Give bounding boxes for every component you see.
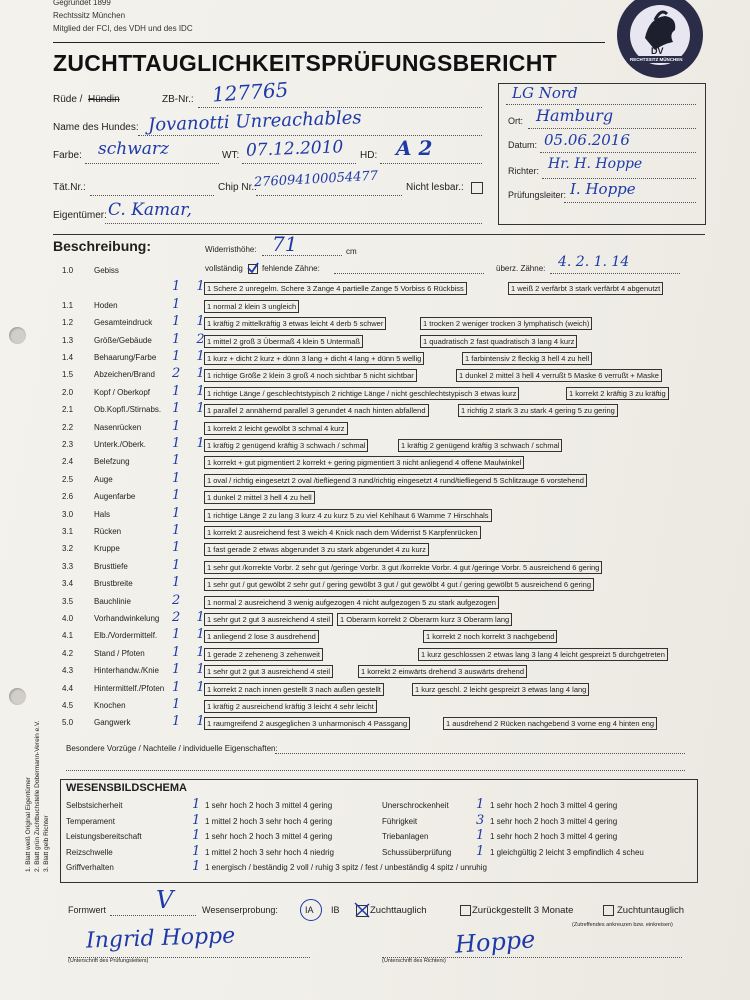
row-mark: 1 1 [172, 436, 211, 451]
row-number: 4.1 [62, 631, 74, 640]
row-label: Gebiss [94, 266, 119, 275]
wesen-options[interactable]: 1 sehr hoch 2 hoch 3 mittel 4 gering [490, 801, 618, 810]
club-logo [615, 0, 705, 80]
wesen-label: Triebanlagen [382, 832, 429, 841]
row-number: 4.4 [62, 684, 74, 693]
row-label: Gesamteindruck [94, 318, 153, 327]
option-box[interactable]: 1 kurz geschlossen 2 etwas lang 3 lang 4 leicht gespreizt 5 durchgetreten [418, 648, 668, 661]
option-box[interactable]: 1 dunkel 2 mittel 3 hell 4 verrußt 5 Maske 6 verrußt + Maske [456, 369, 662, 382]
ia-label: IA [305, 905, 314, 915]
chip-value: 276094100054477 [253, 168, 379, 191]
option-box[interactable]: 1 Oberarm korrekt 2 Oberarm kurz 3 Oberarm lang [337, 613, 512, 626]
option-box[interactable]: 1 kräftig 2 genügend kräftig 3 schwach / schmal [398, 439, 562, 452]
wesen-mark: 1 [476, 843, 485, 859]
row-number: 3.2 [62, 544, 74, 553]
zurueck-checkbox[interactable] [460, 905, 471, 916]
membership-text: Mitglied der FCI, des VDH und des IDC [53, 24, 193, 33]
row-label: Größe/Gebäude [94, 336, 152, 345]
row-label: Hals [94, 510, 111, 519]
option-box[interactable]: 1 ausdrehend 2 Rücken nachgebend 3 vorne eng 4 hinten eng [443, 717, 657, 730]
logo-ribbon-text: RECHTSSITZ MÜNCHEN [627, 56, 686, 63]
row-label: Belefzung [94, 457, 130, 466]
option-box[interactable]: 1 oval / richtig eingesetzt 2 oval /tiefliegend 3 rund/richtig eingesetzt 4 rund/tiefliegend 5 Schlitzauge 6 vorstehend [204, 474, 587, 487]
row-mark: 2 [172, 593, 187, 608]
logo-dv-text: DV [651, 46, 664, 56]
wesen-options[interactable]: 1 energisch / beständig 2 voll / ruhig 3 spitz / fest / unbeständig 4 spitz / unruhig [205, 863, 487, 872]
row-label: Auge [94, 475, 113, 484]
row-mark: 1 [172, 453, 187, 468]
row-number: 4.2 [62, 649, 74, 658]
farbe-value: schwarz [98, 139, 169, 159]
wesen-label: Führigkeit [382, 816, 418, 826]
option-box[interactable]: 1 sehr gut 2 gut 3 ausreichend 4 steil [204, 613, 333, 626]
row-number: 4.0 [62, 614, 74, 623]
sig-left-caption: (Unterschrift des Prüfungsleiters) [68, 958, 149, 964]
row-number: 3.1 [62, 527, 74, 536]
option-box[interactable]: 1 normal 2 klein 3 ungleich [204, 300, 299, 313]
wesen-options[interactable]: 1 gleichgültig 2 leicht 3 empfindlich 4 scheu [490, 847, 644, 857]
row-mark: 1 1 [172, 384, 211, 399]
row-label: Gangwerk [94, 718, 131, 727]
rude-label: Rüde / [53, 94, 83, 105]
row-label: Brusttiefe [94, 562, 128, 571]
wesen-mark: 1 [476, 828, 485, 843]
wesen-options[interactable]: 1 mittel 2 hoch 3 sehr hoch 4 niedrig [205, 847, 334, 857]
punch-hole [9, 688, 26, 705]
wesen-label: Selbstsicherheit [66, 801, 123, 810]
nicht-lesbar-label: Nicht lesbar.: [406, 182, 464, 193]
wesen-options[interactable]: 1 mittel 2 hoch 3 sehr hoch 4 gering [205, 816, 333, 826]
pruefungsleiter-line [564, 202, 696, 203]
datum-line [540, 152, 696, 153]
option-box[interactable]: 1 korrekt 2 kräftig 3 zu kräftig [566, 387, 669, 400]
option-box[interactable]: 1 richtige Länge 2 zu lang 3 kurz 4 zu kurz 5 zu viel Kehlhaut 6 Wamme 7 Hirschhals [204, 509, 492, 522]
row-mark: 1 [172, 523, 187, 538]
dog-name-value: Jovanotti Unreachables [147, 107, 362, 136]
section-rule [53, 234, 705, 235]
tat-line [90, 195, 214, 196]
option-box[interactable]: 1 korrekt + gut pigmentiert 2 korrekt + gering pigmentiert 3 nicht anliegend 4 offene Maulwinkel [204, 456, 524, 469]
row-label: Augenfarbe [94, 492, 136, 501]
row-number: 3.4 [62, 579, 74, 588]
ort-line [528, 128, 696, 129]
row-label: Rücken [94, 527, 122, 536]
row-mark: 1 1 [172, 401, 211, 416]
richter-line [542, 178, 696, 179]
row-number: 2.2 [62, 423, 74, 432]
row-number: 2.5 [62, 475, 74, 484]
side-text-2: 2. Blatt grün Zuchtbuchstelle Dobermann-Verein e.V. [34, 720, 41, 872]
option-box[interactable]: 1 raumgreifend 2 ausgeglichen 3 unharmonisch 4 Passgang [204, 717, 410, 730]
hd-line [380, 163, 482, 164]
row-mark: 1 1 [172, 279, 211, 294]
fehlende-zaehne-label: fehlende Zähne: [262, 264, 320, 273]
option-box[interactable]: 1 parallel 2 annähernd parallel 3 gerundet 4 nach hinten abfallend [204, 404, 429, 417]
datum-value: 05.06.2016 [544, 131, 630, 149]
gebiss-vollstaendig-label: vollständig [205, 264, 243, 273]
pruefungsleiter-value: I. Hoppe [570, 180, 636, 198]
zb-label: ZB-Nr.: [162, 94, 194, 105]
lg-value: LG Nord [512, 84, 578, 102]
row-mark: 1 [172, 697, 187, 712]
owner-label: Eigentümer: [53, 210, 107, 221]
option-box[interactable]: 1 trocken 2 weniger trocken 3 lymphatisch (weich) [420, 317, 592, 330]
row-label: Hintermittelf./Pfoten [94, 684, 165, 693]
wesen-options[interactable]: 1 sehr hoch 2 hoch 3 mittel 4 gering [490, 816, 618, 826]
option-box[interactable]: 1 sehr gut / gut gewölbt 2 sehr gut / gering gewölbt 3 gut / gut gewölbt 4 gut / gering gewölbt 5 ausreichend 6 gering [204, 578, 594, 591]
option-box[interactable]: 1 kräftig 2 mittelkräftig 3 etwas leicht 4 derb 5 schwer [204, 317, 386, 330]
row-label: Ob.Kopfl./Stirnabs. [94, 405, 162, 414]
wesen-mark: 1 [192, 828, 201, 843]
option-box[interactable]: 1 korrekt 2 ausreichend fest 3 weich 4 Knick nach dem Widerrist 5 Karpfenrücken [204, 526, 481, 539]
option-box[interactable]: 1 korrekt 2 nach innen gestellt 3 nach außen gestellt [204, 683, 384, 696]
cross-icon [354, 902, 370, 918]
row-label: Abzeichen/Brand [94, 370, 155, 379]
besondere-line [275, 753, 685, 754]
zb-value: 127765 [211, 77, 290, 107]
formwert-value: V [156, 886, 174, 914]
page-title: ZUCHTTAUGLICHKEITSPRÜFUNGSBERICHT [53, 50, 557, 76]
owner-value: C. Kamar, [108, 200, 192, 220]
row-label: Vorhandwinkelung [94, 614, 160, 623]
wt-line [242, 163, 356, 164]
wesen-options[interactable]: 1 sehr hoch 2 hoch 3 mittel 4 gering [205, 832, 333, 841]
row-mark: 1 [172, 558, 187, 573]
widerrist-value: 71 [272, 232, 298, 256]
row-label: Knochen [94, 701, 126, 710]
wt-label: WT: [222, 150, 240, 161]
option-box[interactable]: 1 farbintensiv 2 fleckig 3 hell 4 zu hell [462, 352, 592, 365]
zuchttauglich-label: Zuchttauglich [370, 905, 427, 916]
option-box[interactable]: 1 richtige Länge / geschlechtstypisch 2 richtige Länge / nicht geschlechtstypisch 3 etwas kurz [204, 387, 519, 400]
wesen-label: Temperament [66, 816, 115, 826]
row-label: Behaarung/Farbe [94, 353, 157, 362]
option-box[interactable]: 1 kurz + dicht 2 kurz + dünn 3 lang + dicht 4 lang + dünn 5 wellig [204, 352, 424, 365]
punch-hole [9, 327, 26, 344]
row-number: 2.3 [62, 440, 74, 449]
row-mark: 1 [172, 488, 187, 503]
farbe-line [85, 163, 219, 164]
row-number: 2.6 [62, 492, 74, 501]
option-box[interactable]: 1 quadratisch 2 fast quadratisch 3 lang 4 kurz [420, 335, 577, 348]
option-box[interactable]: 1 sehr gut 2 gut 3 ausreichend 4 steil [204, 665, 333, 678]
row-number: 3.0 [62, 510, 74, 519]
option-box[interactable]: 1 richtige Größe 2 klein 3 groß 4 noch sichtbar 5 nicht sichtbar [204, 369, 417, 382]
row-mark: 1 [172, 419, 187, 434]
wesen-label: Griffverhalten [66, 863, 114, 872]
widerrist-label: Widerristhöhe: [205, 245, 257, 254]
row-label: Elb./Vordermittelf. [94, 631, 158, 640]
widerrist-unit: cm [346, 247, 357, 256]
row-mark: 1 2 [172, 332, 211, 347]
option-box[interactable]: 1 kräftig 2 genügend kräftig 3 schwach / schmal [204, 439, 368, 452]
wesen-mark: 1 [192, 843, 201, 859]
row-mark: 2 1 [172, 366, 211, 381]
besondere-line-2 [66, 770, 685, 771]
fehlende-line [334, 273, 484, 274]
ueberz-zaehne-label: überz. Zähne: [496, 264, 546, 273]
wt-value: 07.12.2010 [245, 137, 344, 161]
row-label: Bauchlinie [94, 597, 131, 606]
row-number: 4.3 [62, 666, 74, 675]
tat-label: Tät.Nr.: [53, 182, 86, 193]
wesen-options[interactable]: 1 sehr hoch 2 hoch 3 mittel 4 gering [490, 832, 618, 841]
wesen-mark: 1 [192, 859, 201, 874]
row-number: 2.0 [62, 388, 74, 397]
row-mark: 1 1 [172, 627, 211, 642]
hundin-label: Hündin [88, 94, 120, 105]
option-box[interactable]: 1 fast gerade 2 etwas abgerundet 3 zu stark abgerundet 4 zu kurz [204, 543, 429, 556]
founded-text: Gegründet 1899 [53, 0, 111, 7]
wesen-mark: 1 [476, 797, 485, 812]
wesen-label: Schussüberprüfung [382, 847, 452, 857]
wesen-options[interactable]: 1 sehr hoch 2 hoch 3 mittel 4 gering [205, 801, 333, 810]
option-box[interactable]: 1 gerade 2 zeheneng 3 zehenweit [204, 648, 323, 661]
signature-right: Hoppe [454, 925, 537, 959]
wesen-mark: 1 [192, 812, 201, 828]
row-label: Brustbreite [94, 579, 133, 588]
header-rule [53, 42, 605, 43]
option-box[interactable]: 1 dunkel 2 mittel 3 hell 4 zu hell [204, 491, 315, 504]
row-mark: 2 1 [172, 610, 211, 625]
owner-line [105, 223, 482, 224]
row-label: Stand / Pfoten [94, 649, 145, 658]
row-number: 2.4 [62, 457, 74, 466]
lg-line [506, 104, 696, 105]
chip-line [256, 195, 402, 196]
row-mark: 1 [172, 471, 187, 486]
row-number: 1.1 [62, 301, 74, 310]
chip-label: Chip Nr.: [218, 182, 257, 193]
option-box[interactable]: 1 kräftig 2 ausreichend kräftig 3 leicht 4 sehr leicht [204, 700, 377, 713]
row-mark: 1 1 [172, 349, 211, 364]
row-number: 1.2 [62, 318, 74, 327]
row-label: Hoden [94, 301, 118, 310]
pruefungsleiter-label: Prüfungsleiter: [508, 190, 567, 200]
signature-left: Ingrid Hoppe [85, 923, 236, 954]
wesen-label: Leistungsbereitschaft [66, 832, 142, 841]
wesen-label: Unerschrockenheit [382, 801, 449, 810]
wesen-mark: 3 [476, 812, 485, 828]
row-mark: 1 [172, 506, 187, 521]
beschreibung-title: Beschreibung: [53, 238, 152, 254]
checkmark-icon [247, 262, 259, 274]
option-box[interactable]: 1 normal 2 ausreichend 3 wenig aufgezogen 4 nicht aufgezogen 5 zu stark aufgezogen [204, 596, 499, 609]
ib-label: IB [331, 905, 340, 915]
row-number: 1.3 [62, 336, 74, 345]
ueberz-line [550, 273, 680, 274]
farbe-label: Farbe: [53, 150, 82, 161]
row-mark: 1 1 [172, 714, 211, 729]
side-text-1: 1. Blatt weiß Original Eigentümer [25, 776, 32, 872]
row-mark: 1 1 [172, 662, 211, 677]
sig-right-caption: (Unterschrift des Richters) [382, 958, 446, 964]
richter-label: Richter: [508, 166, 540, 176]
zuchttauglich-checkbox[interactable] [356, 905, 368, 917]
ort-value: Hamburg [536, 106, 614, 125]
besondere-label: Besondere Vorzüge / Nachteile / individuelle Eigenschaften: [66, 744, 278, 753]
row-label: Kopf / Oberkopf [94, 388, 151, 397]
wesen-mark: 1 [192, 797, 201, 812]
row-label: Kruppe [94, 544, 120, 553]
vollstaendig-checkbox[interactable] [248, 264, 258, 274]
seat-text: Rechtssitz München [53, 11, 126, 20]
option-box[interactable]: 1 korrekt 2 noch korrekt 3 nachgebend [423, 630, 557, 643]
option-box[interactable]: 1 Schere 2 unregelm. Schere 3 Zange 4 partielle Zange 5 Vorbiss 6 Rückbiss [204, 282, 467, 295]
option-box[interactable]: 1 mittel 2 groß 3 Übermaß 4 klein 5 Untermaß [204, 335, 363, 348]
wesens-label: Wesenserprobung: [202, 905, 278, 915]
zuchtuntauglich-checkbox[interactable] [603, 905, 614, 916]
nicht-lesbar-checkbox[interactable] [471, 182, 483, 194]
row-mark: 1 [172, 297, 187, 312]
row-number: 3.3 [62, 562, 74, 571]
name-label: Name des Hundes: [53, 122, 139, 133]
row-label: Nasenrücken [94, 423, 142, 432]
footer-note: (Zutreffendes ankreuzen bzw. einkreisen) [572, 922, 673, 928]
row-label: Hinterhandw./Knie [94, 666, 159, 675]
side-text-3: 3. Blatt gelb Richter [43, 815, 50, 872]
zurueck-label: Zurückgestellt 3 Monate [472, 905, 574, 916]
row-label: Unterk./Oberk. [94, 440, 147, 449]
datum-label: Datum: [508, 140, 538, 150]
row-number: 3.5 [62, 597, 74, 606]
row-number: 4.5 [62, 701, 74, 710]
row-number: 5.0 [62, 718, 74, 727]
option-box[interactable]: 1 kurz geschl. 2 leicht gespreizt 3 etwas lang 4 lang [412, 683, 589, 696]
row-mark: 1 1 [172, 314, 211, 329]
wesen-title: WESENSBILDSCHEMA [66, 782, 188, 794]
row-mark: 1 1 [172, 680, 211, 695]
option-box[interactable]: 1 richtig 2 stark 3 zu stark 4 gering 5 zu gering [458, 404, 618, 417]
ueberz-value: 4. 2. 1. 14 [558, 254, 630, 270]
row-number: 1.4 [62, 353, 74, 362]
option-box[interactable]: 1 weiß 2 verfärbt 3 stark verfärbt 4 abgenutzt [508, 282, 663, 295]
option-box[interactable]: 1 korrekt 2 leicht gewölbt 3 schmal 4 kurz [204, 422, 348, 435]
richter-value: Hr. H. Hoppe [548, 156, 643, 172]
row-number: 2.1 [62, 405, 74, 414]
row-mark: 1 [172, 575, 187, 590]
formwert-line [110, 915, 196, 916]
row-mark: 1 1 [172, 645, 211, 660]
ort-label: Ort: [508, 116, 523, 126]
row-number: 1.0 [62, 266, 74, 275]
logo-emblem [615, 0, 705, 80]
wesen-label: Reizschwelle [66, 847, 113, 857]
row-number: 1.5 [62, 370, 74, 379]
hd-label: HD: [360, 150, 378, 161]
option-box[interactable]: 1 anliegend 2 lose 3 ausdrehend [204, 630, 319, 643]
formwert-label: Formwert [68, 905, 106, 915]
hd-value: A 2 [396, 136, 433, 160]
option-box[interactable]: 1 sehr gut /korrekte Vorbr. 2 sehr gut /geringe Vorbr. 3 gut /korrekte Vorbr. 4 gut /geringe Vorbr. 5 ausreichend 6 gering [204, 561, 602, 574]
row-mark: 1 [172, 540, 187, 555]
zuchtuntauglich-label: Zuchtuntauglich [617, 905, 685, 916]
option-box[interactable]: 1 korrekt 2 einwärts drehend 3 auswärts drehend [358, 665, 527, 678]
